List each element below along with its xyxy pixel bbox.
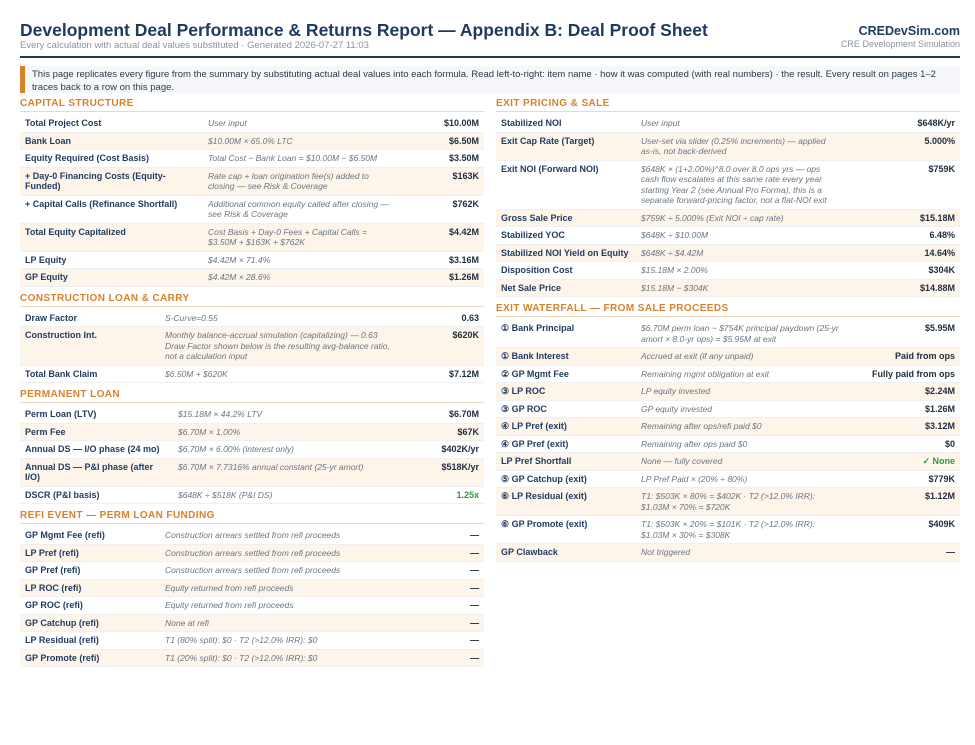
table-row bbox=[20, 269, 484, 287]
permanent-loan-table bbox=[20, 406, 484, 504]
row-calculation: Cost Basis + Day-0 Fees + Capital Calls = $3.50M + $163K + $762K bbox=[203, 223, 401, 251]
table-row bbox=[496, 262, 960, 280]
table-row bbox=[20, 223, 484, 251]
section-title-permanent-loan: PERMANENT LOAN bbox=[20, 389, 484, 403]
table-row bbox=[20, 458, 484, 486]
row-result: 14.64% bbox=[836, 244, 960, 262]
row-result: $2.24M bbox=[846, 383, 960, 401]
row-calculation: User input bbox=[636, 115, 836, 132]
row-result: $15.18M bbox=[836, 209, 960, 227]
row-result: — bbox=[424, 632, 484, 650]
row-calculation: $10.00M × 65.0% LTC bbox=[203, 132, 401, 150]
table-row bbox=[496, 383, 960, 401]
row-label: GP Equity bbox=[20, 269, 203, 287]
row-result: $1.12M bbox=[846, 488, 960, 516]
brand-link[interactable]: CREDevSim.com bbox=[858, 24, 960, 38]
row-calculation: S-Curve=0.55 bbox=[160, 310, 399, 327]
table-row bbox=[496, 470, 960, 488]
table-row bbox=[20, 327, 484, 366]
row-calculation: T1: $503K × 80% = $402K · T2 (>12.0% IRR): $1.03M × 70% = $720K bbox=[636, 488, 846, 516]
row-label: LP ROC (refi) bbox=[20, 579, 160, 597]
row-label: GP Clawback bbox=[496, 544, 636, 562]
table-row bbox=[20, 423, 484, 441]
table-row bbox=[20, 486, 484, 504]
row-result: $1.26M bbox=[846, 400, 960, 418]
table-row bbox=[20, 310, 484, 327]
page-title: Development Deal Performance & Returns Report — Appendix B: Deal Proof Sheet bbox=[20, 20, 708, 40]
row-label: GP Catchup (refi) bbox=[20, 614, 160, 632]
section-title-refi-event: REFI EVENT — PERM LOAN FUNDING bbox=[20, 510, 484, 524]
row-result: — bbox=[424, 614, 484, 632]
table-row bbox=[496, 516, 960, 544]
table-row bbox=[20, 365, 484, 383]
row-result: — bbox=[424, 544, 484, 562]
table-row bbox=[20, 562, 484, 580]
row-label: LP Residual (refi) bbox=[20, 632, 160, 650]
row-result: — bbox=[424, 562, 484, 580]
row-label: GP Promote (refi) bbox=[20, 649, 160, 667]
row-label: Construction Int. bbox=[20, 327, 160, 366]
row-result: $14.88M bbox=[836, 279, 960, 297]
row-label: Exit NOI (Forward NOI) bbox=[496, 160, 636, 209]
row-calculation: Monthly balance-accrual simulation (capitalizing) — 0.63 Draw Factor shown below is the resulting avg-balance ratio, not a calculation input bbox=[160, 327, 399, 366]
table-row bbox=[496, 400, 960, 418]
row-label: LP Pref (refi) bbox=[20, 544, 160, 562]
table-row bbox=[20, 441, 484, 459]
table-row bbox=[20, 251, 484, 269]
row-result: $648K/yr bbox=[836, 115, 960, 132]
row-label: ③ GP ROC bbox=[496, 400, 636, 418]
row-label: Disposition Cost bbox=[496, 262, 636, 280]
row-result: Paid from ops bbox=[846, 348, 960, 366]
row-calculation: $15.18M − $304K bbox=[636, 279, 836, 297]
table-row bbox=[20, 544, 484, 562]
row-label: Total Project Cost bbox=[20, 115, 203, 132]
row-label: Annual DS — P&I phase (after I/O) bbox=[20, 458, 173, 486]
row-label: Total Equity Capitalized bbox=[20, 223, 203, 251]
row-calculation: None at refi bbox=[160, 614, 424, 632]
row-label: Stabilized NOI Yield on Equity bbox=[496, 244, 636, 262]
row-result: $3.16M bbox=[401, 251, 484, 269]
row-label: Perm Loan (LTV) bbox=[20, 406, 173, 423]
row-result: Fully paid from ops bbox=[846, 365, 960, 383]
row-calculation: Not triggered bbox=[636, 544, 846, 562]
row-result: $163K bbox=[401, 167, 484, 195]
row-calculation: Construction arrears settled from refi proceeds bbox=[160, 562, 424, 580]
row-label: Draw Factor bbox=[20, 310, 160, 327]
row-label: ④ GP Pref (exit) bbox=[496, 435, 636, 453]
row-calculation: Construction arrears settled from refi proceeds bbox=[160, 544, 424, 562]
row-calculation: LP equity invested bbox=[636, 383, 846, 401]
section-title-exit-pricing: EXIT PRICING & SALE bbox=[496, 98, 960, 112]
brand-tagline: CRE Development Simulation bbox=[840, 39, 960, 49]
row-calculation: Equity returned from refi proceeds bbox=[160, 597, 424, 615]
row-calculation: User-set via slider (0.25% increments) — applied as-is, not back-derived bbox=[636, 132, 836, 160]
row-calculation: Additional common equity called after closing — see Risk & Coverage bbox=[203, 195, 401, 223]
row-result: $779K bbox=[846, 470, 960, 488]
row-label: Stabilized YOC bbox=[496, 227, 636, 245]
row-calculation: $648K ÷ $518K (P&I DS) bbox=[173, 486, 399, 504]
row-result: $4.42M bbox=[401, 223, 484, 251]
row-result: $518K/yr bbox=[399, 458, 484, 486]
row-calculation: T1 (20% split): $0 · T2 (>12.0% IRR): $0 bbox=[160, 649, 424, 667]
report-header bbox=[20, 20, 960, 58]
row-label: + Day-0 Financing Costs (Equity-Funded) bbox=[20, 167, 203, 195]
row-calculation: $648K × (1+2.00%)^8.0 over 8.0 ops yrs — ops cash flow escalates at this same rate every year starting Year 2 (see Annual Pro Forma), this is a separate forward-pricing factor, not a flat-NOI exit bbox=[636, 160, 836, 209]
right-column bbox=[496, 98, 960, 562]
row-label: GP Mgmt Fee (refi) bbox=[20, 527, 160, 544]
exit-pricing-table bbox=[496, 115, 960, 297]
row-label: Gross Sale Price bbox=[496, 209, 636, 227]
row-result: $762K bbox=[401, 195, 484, 223]
section-title-construction-loan: CONSTRUCTION LOAN & CARRY bbox=[20, 293, 484, 307]
row-label: GP ROC (refi) bbox=[20, 597, 160, 615]
row-label: Bank Loan bbox=[20, 132, 203, 150]
row-result: $67K bbox=[399, 423, 484, 441]
table-row bbox=[20, 527, 484, 544]
table-row bbox=[20, 406, 484, 423]
table-row bbox=[20, 115, 484, 132]
row-label: LP Equity bbox=[20, 251, 203, 269]
row-result: $5.95M bbox=[846, 320, 960, 348]
table-row bbox=[20, 167, 484, 195]
refi-event-table bbox=[20, 527, 484, 667]
row-result: $759K bbox=[836, 160, 960, 209]
row-result: $304K bbox=[836, 262, 960, 280]
row-calculation: Rate cap + loan origination fee(s) added to closing — see Risk & Coverage bbox=[203, 167, 401, 195]
proof-sheet-page bbox=[20, 20, 960, 663]
row-calculation: $15.18M × 2.00% bbox=[636, 262, 836, 280]
row-result: 6.48% bbox=[836, 227, 960, 245]
row-calculation: $648K ÷ $10.00M bbox=[636, 227, 836, 245]
row-result: $3.12M bbox=[846, 418, 960, 436]
row-calculation: $648K ÷ $4.42M bbox=[636, 244, 836, 262]
row-result: — bbox=[424, 579, 484, 597]
table-row bbox=[20, 195, 484, 223]
row-calculation: $759K ÷ 5.000% (Exit NOI ÷ cap rate) bbox=[636, 209, 836, 227]
table-row bbox=[20, 132, 484, 150]
row-result: $409K bbox=[846, 516, 960, 544]
table-row bbox=[496, 244, 960, 262]
table-row bbox=[20, 614, 484, 632]
table-row bbox=[496, 209, 960, 227]
row-calculation: GP equity invested bbox=[636, 400, 846, 418]
row-calculation: $6.70M × 7.7316% annual constant (25-yr amort) bbox=[173, 458, 399, 486]
row-result: — bbox=[424, 597, 484, 615]
left-column bbox=[20, 98, 484, 667]
row-calculation: User input bbox=[203, 115, 401, 132]
row-result: $7.12M bbox=[399, 365, 484, 383]
row-label: ③ LP ROC bbox=[496, 383, 636, 401]
row-result: $10.00M bbox=[401, 115, 484, 132]
row-calculation: Construction arrears settled from refi proceeds bbox=[160, 527, 424, 544]
row-result: $3.50M bbox=[401, 150, 484, 168]
table-row bbox=[496, 115, 960, 132]
row-calculation: $6.70M × 1.00% bbox=[173, 423, 399, 441]
row-label: DSCR (P&I basis) bbox=[20, 486, 173, 504]
table-row bbox=[496, 132, 960, 160]
row-result: 1.25x bbox=[399, 486, 484, 504]
row-calculation: $4.42M × 28.6% bbox=[203, 269, 401, 287]
row-label: Perm Fee bbox=[20, 423, 173, 441]
row-calculation: $15.18M × 44.2% LTV bbox=[173, 406, 399, 423]
row-label: Equity Required (Cost Basis) bbox=[20, 150, 203, 168]
row-label: + Capital Calls (Refinance Shortfall) bbox=[20, 195, 203, 223]
row-result: 5.000% bbox=[836, 132, 960, 160]
row-calculation: $4.42M × 71.4% bbox=[203, 251, 401, 269]
row-calculation: $6.70M perm loan − $754K principal paydown (25-yr amort × 8.0-yr ops) = $5.95M at exit bbox=[636, 320, 846, 348]
row-result: — bbox=[424, 649, 484, 667]
construction-loan-table bbox=[20, 310, 484, 384]
row-calculation: Remaining after ops paid $0 bbox=[636, 435, 846, 453]
table-row bbox=[496, 488, 960, 516]
table-row bbox=[496, 453, 960, 471]
intro-note: This page replicates every figure from the summary by substituting actual deal values into each formula. Read left-to-right: item name · how it was computed (with real numbers) · the result. Every result on pages 1–2 traces back to a row on this page. bbox=[20, 66, 960, 93]
table-row bbox=[496, 348, 960, 366]
table-row bbox=[20, 597, 484, 615]
row-result: $0 bbox=[846, 435, 960, 453]
row-result: — bbox=[424, 527, 484, 544]
row-result: — bbox=[846, 544, 960, 562]
table-row bbox=[496, 227, 960, 245]
row-label: Total Bank Claim bbox=[20, 365, 160, 383]
row-label: LP Pref Shortfall bbox=[496, 453, 636, 471]
row-result: $402K/yr bbox=[399, 441, 484, 459]
row-label: Net Sale Price bbox=[496, 279, 636, 297]
row-label: ⑥ LP Residual (exit) bbox=[496, 488, 636, 516]
table-row bbox=[20, 579, 484, 597]
row-result: ✓ None bbox=[846, 453, 960, 471]
table-row bbox=[496, 160, 960, 209]
page-subtitle: Every calculation with actual deal values substituted · Generated 2026-07-27 11:03 bbox=[20, 40, 369, 51]
table-row bbox=[496, 320, 960, 348]
row-result: $1.26M bbox=[401, 269, 484, 287]
row-result: 0.63 bbox=[399, 310, 484, 327]
row-label: Annual DS — I/O phase (24 mo) bbox=[20, 441, 173, 459]
row-label: ④ LP Pref (exit) bbox=[496, 418, 636, 436]
row-calculation: LP Pref Paid × (20% ÷ 80%) bbox=[636, 470, 846, 488]
row-calculation: Accrued at exit (if any unpaid) bbox=[636, 348, 846, 366]
capital-structure-table bbox=[20, 115, 484, 287]
row-label: ① Bank Principal bbox=[496, 320, 636, 348]
section-title-capital-structure: CAPITAL STRUCTURE bbox=[20, 98, 484, 112]
table-row bbox=[20, 649, 484, 667]
row-label: Stabilized NOI bbox=[496, 115, 636, 132]
table-row bbox=[20, 632, 484, 650]
row-calculation: $6.70M × 6.00% (interest only) bbox=[173, 441, 399, 459]
row-calculation: T1: $503K × 20% = $101K · T2 (>12.0% IRR): $1.03M × 30% = $308K bbox=[636, 516, 846, 544]
row-label: ⑤ GP Catchup (exit) bbox=[496, 470, 636, 488]
row-label: ⑥ GP Promote (exit) bbox=[496, 516, 636, 544]
row-label: Exit Cap Rate (Target) bbox=[496, 132, 636, 160]
row-label: ① Bank Interest bbox=[496, 348, 636, 366]
table-row bbox=[20, 150, 484, 168]
row-calculation: Remaining mgmt obligation at exit bbox=[636, 365, 846, 383]
row-calculation: Remaining after ops/refi paid $0 bbox=[636, 418, 846, 436]
table-row bbox=[496, 544, 960, 562]
table-row bbox=[496, 418, 960, 436]
table-row bbox=[496, 435, 960, 453]
table-row bbox=[496, 365, 960, 383]
exit-waterfall-table bbox=[496, 320, 960, 562]
table-row bbox=[496, 279, 960, 297]
row-calculation: Equity returned from refi proceeds bbox=[160, 579, 424, 597]
row-calculation: Total Cost − Bank Loan = $10.00M − $6.50M bbox=[203, 150, 401, 168]
row-result: $620K bbox=[399, 327, 484, 366]
row-result: $6.70M bbox=[399, 406, 484, 423]
section-title-exit-waterfall: EXIT WATERFALL — FROM SALE PROCEEDS bbox=[496, 303, 960, 317]
row-calculation: T1 (80% split): $0 · T2 (>12.0% IRR): $0 bbox=[160, 632, 424, 650]
row-label: GP Pref (refi) bbox=[20, 562, 160, 580]
row-calculation: $6.50M + $620K bbox=[160, 365, 399, 383]
row-result: $6.50M bbox=[401, 132, 484, 150]
row-calculation: None — fully covered bbox=[636, 453, 846, 471]
row-label: ② GP Mgmt Fee bbox=[496, 365, 636, 383]
